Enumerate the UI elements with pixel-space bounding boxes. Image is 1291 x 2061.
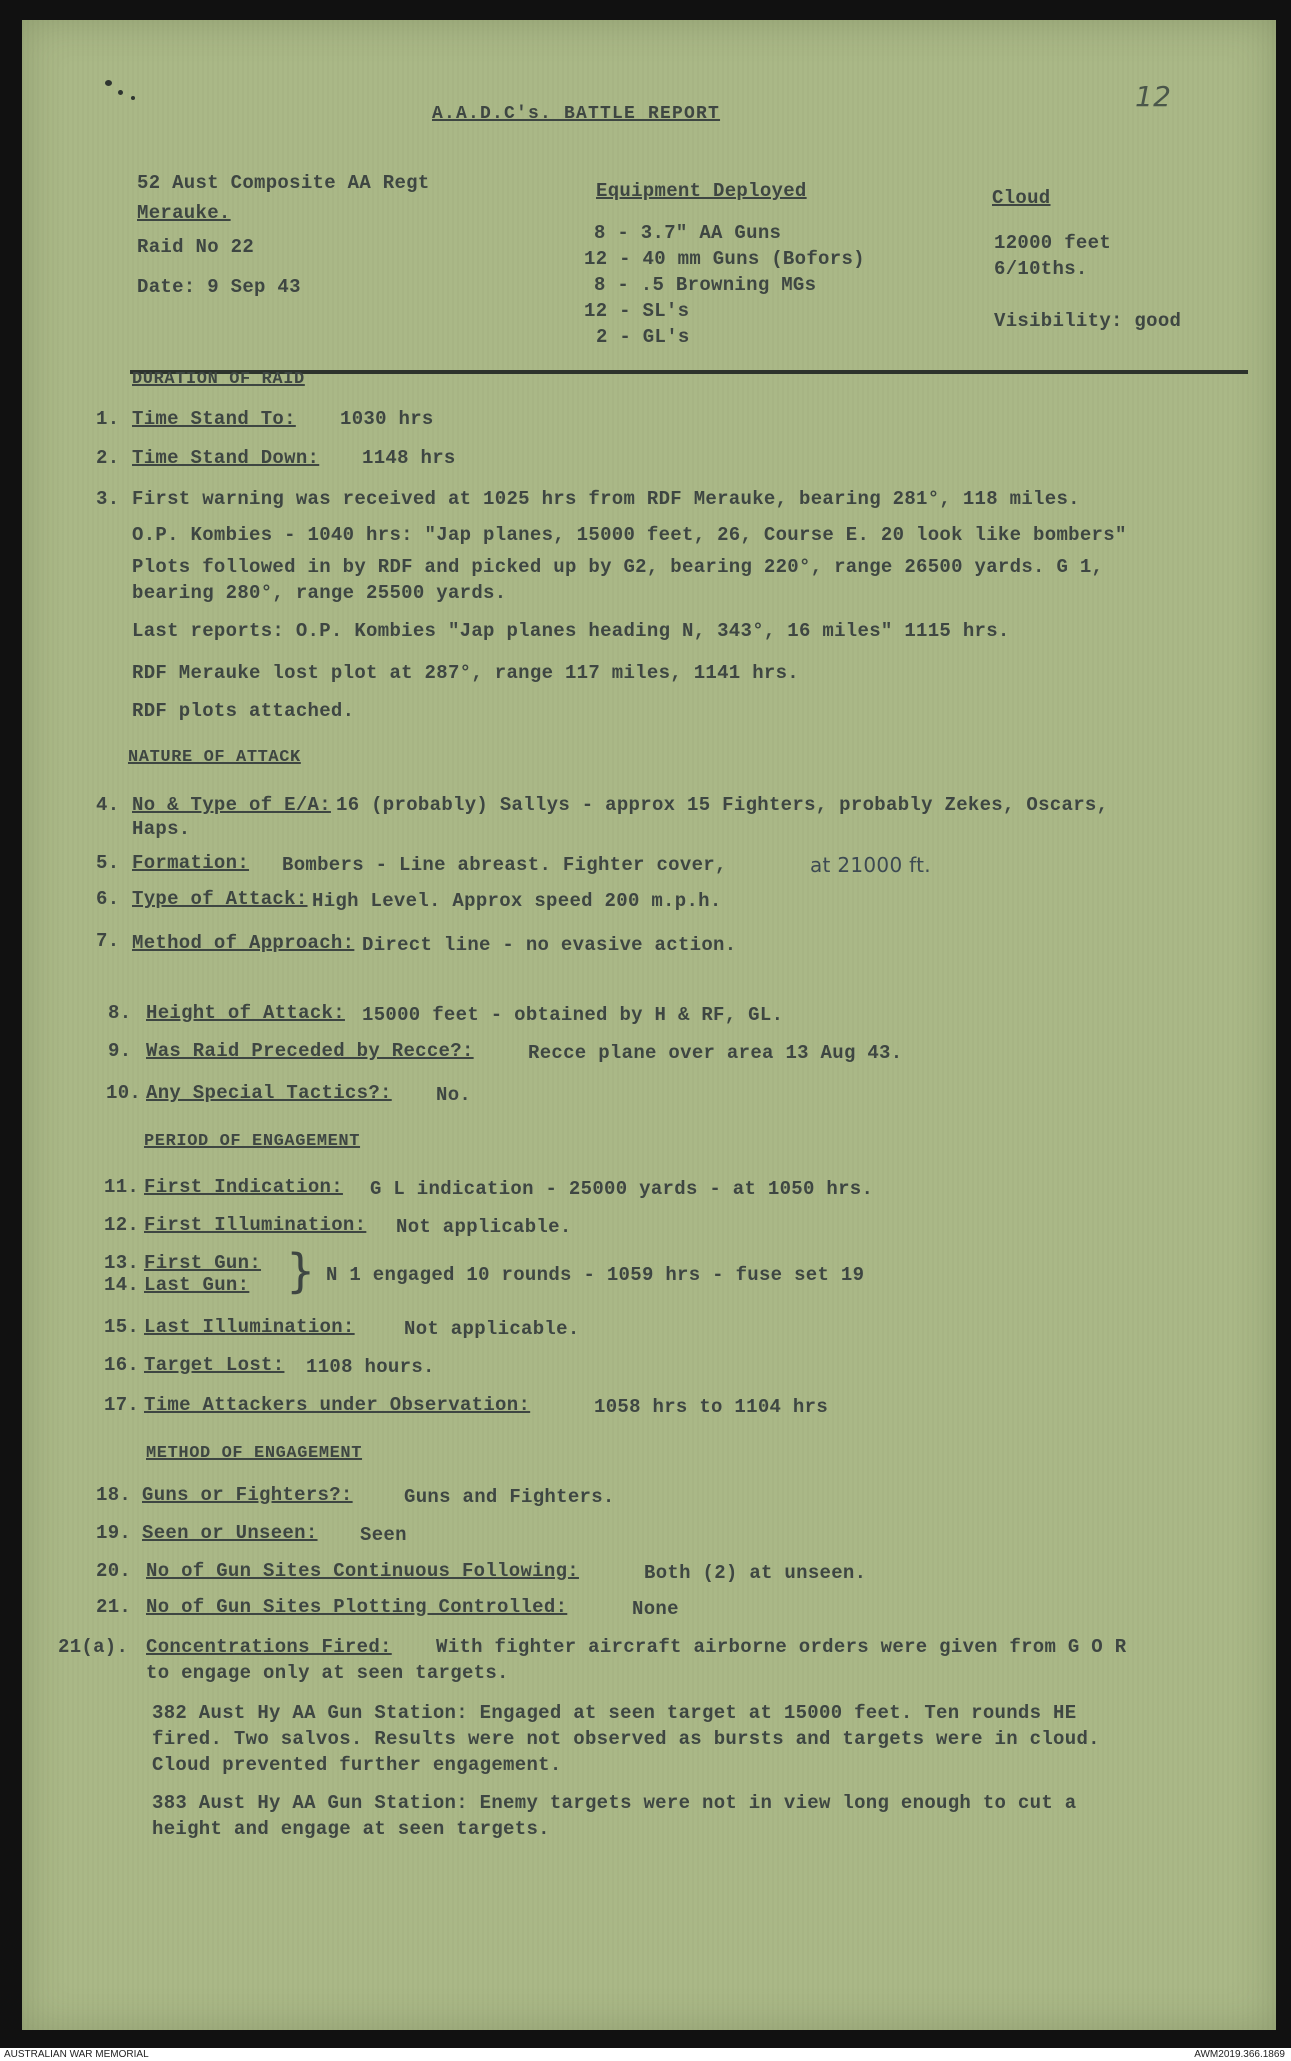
unit-name: 52 Aust Composite AA Regt [137, 172, 430, 194]
item-label: Time Stand To: [132, 408, 296, 430]
archive-footer [0, 2048, 1291, 2061]
section-heading-method: METHOD OF ENGAGEMENT [146, 1444, 363, 1463]
visibility: Visibility: good [994, 310, 1182, 332]
equipment-item: 8 - 3.7" AA Guns [594, 222, 782, 244]
report-title: A.A.D.C's. BATTLE REPORT [432, 104, 721, 124]
item-number: 1. [96, 408, 120, 430]
ink-mark [118, 90, 123, 95]
item-number: 8. [108, 1002, 132, 1024]
item-number: 19. [96, 1522, 132, 1544]
item-value: 1108 hours. [306, 1356, 435, 1378]
item-value: N 1 engaged 10 rounds - 1059 hrs - fuse set 19 [326, 1264, 865, 1286]
station-report-line: 382 Aust Hy AA Gun Station: Engaged at seen target at 15000 feet. Ten rounds HE [152, 1702, 1077, 1724]
handwritten-annotation: at 21000 ft. [810, 853, 931, 877]
item-value: 16 (probably) Sallys - approx 15 Fighters, probably Zekes, Oscars, [336, 794, 1109, 816]
item-label: Any Special Tactics?: [146, 1082, 392, 1104]
ink-mark [105, 80, 112, 86]
item-value: Direct line - no evasive action. [362, 934, 737, 956]
item-label: Guns or Fighters?: [142, 1484, 353, 1506]
item-value: None [632, 1598, 679, 1620]
item-value: No. [436, 1084, 472, 1106]
archive-name: AUSTRALIAN WAR MEMORIAL [4, 2049, 149, 2060]
equipment-item: 2 - GL's [596, 326, 690, 348]
attachment-line: RDF plots attached. [132, 700, 355, 722]
plot-line: Plots followed in by RDF and picked up by G2, bearing 220°, range 26500 yards. G 1, [132, 556, 1104, 578]
ink-mark [131, 96, 135, 100]
item-value: Seen [360, 1524, 407, 1546]
observation-line: O.P. Kombies - 1040 hrs: "Jap planes, 15000 feet, 26, Course E. 20 look like bombers" [132, 524, 1127, 546]
item-value: Not applicable. [404, 1318, 580, 1340]
item-number: 9. [108, 1040, 132, 1062]
item-label: Concentrations Fired: [146, 1636, 392, 1658]
item-value: G L indication - 25000 yards - at 1050 hrs. [370, 1178, 874, 1200]
item-label: First Gun: [144, 1252, 262, 1274]
item-label: First Illumination: [144, 1214, 367, 1236]
item-number: 4. [96, 794, 120, 816]
cloud-line: 6/10ths. [994, 258, 1088, 280]
cloud-line: 12000 feet [994, 232, 1112, 254]
item-number: 21(a). [58, 1636, 129, 1658]
item-label: Formation: [132, 852, 250, 874]
item-value: 1030 hrs [340, 408, 434, 430]
item-label: Type of Attack: [132, 888, 308, 910]
equipment-heading: Equipment Deployed [596, 180, 807, 202]
item-label: Time Stand Down: [132, 447, 320, 469]
item-number: 6. [96, 888, 120, 910]
equipment-item: 12 - 40 mm Guns (Bofors) [584, 248, 865, 270]
item-label: No & Type of E/A: [132, 794, 331, 816]
item-value-continued: to engage only at seen targets. [146, 1662, 509, 1684]
item-value-continued: Haps. [132, 818, 191, 840]
item-value: With fighter aircraft airborne orders were given from G O R [436, 1636, 1127, 1658]
item-label: No of Gun Sites Continuous Following: [146, 1560, 579, 1582]
item-number: 17. [104, 1394, 140, 1416]
raid-date: Date: 9 Sep 43 [137, 276, 301, 298]
item-number: 21. [96, 1596, 132, 1618]
item-label: Seen or Unseen: [142, 1522, 318, 1544]
item-value: 1058 hrs to 1104 hrs [594, 1396, 829, 1418]
station-report-line: Cloud prevented further engagement. [152, 1754, 562, 1776]
brace: } [286, 1244, 316, 1298]
equipment-item: 12 - SL's [584, 300, 690, 322]
folio-number: 12 [1135, 80, 1172, 113]
item-value: Not applicable. [396, 1216, 572, 1238]
plot-line: bearing 280°, range 25500 yards. [132, 582, 507, 604]
item-value: Recce plane over area 13 Aug 43. [528, 1042, 903, 1064]
item-number: 13. [104, 1252, 140, 1274]
location: Merauke. [137, 202, 231, 224]
item-value: 15000 feet - obtained by H & RF, GL. [362, 1004, 784, 1026]
item-value: Both (2) at unseen. [644, 1562, 867, 1584]
station-report-line: fired. Two salvos. Results were not observed as bursts and targets were in cloud. [152, 1728, 1100, 1750]
item-label: Last Illumination: [144, 1316, 355, 1338]
item-label: Time Attackers under Observation: [144, 1394, 531, 1416]
item-label: Height of Attack: [146, 1002, 345, 1024]
equipment-item: 8 - .5 Browning MGs [594, 274, 817, 296]
section-heading-nature: NATURE OF ATTACK [128, 748, 301, 767]
last-report-line: Last reports: O.P. Kombies "Jap planes heading N, 343°, 16 miles" 1115 hrs. [132, 620, 1010, 642]
item-number: 14. [104, 1274, 140, 1296]
item-number: 3. [96, 488, 120, 510]
item-number: 5. [96, 852, 120, 874]
item-value: High Level. Approx speed 200 m.p.h. [312, 890, 722, 912]
item-label: First Indication: [144, 1176, 343, 1198]
item-number: 2. [96, 447, 120, 469]
item-number: 11. [104, 1176, 140, 1198]
cloud-heading: Cloud [992, 187, 1051, 209]
section-heading-period: PERIOD OF ENGAGEMENT [144, 1132, 361, 1151]
item-label: Last Gun: [144, 1274, 250, 1296]
warning-line: First warning was received at 1025 hrs from RDF Merauke, bearing 281°, 118 miles. [132, 488, 1080, 510]
item-value: Guns and Fighters. [404, 1486, 615, 1508]
station-report-line: 383 Aust Hy AA Gun Station: Enemy targets were not in view long enough to cut a [152, 1792, 1077, 1814]
item-value: 1148 hrs [362, 447, 456, 469]
item-number: 18. [96, 1484, 132, 1506]
item-label: Target Lost: [144, 1354, 285, 1376]
item-number: 20. [96, 1560, 132, 1582]
item-label: Method of Approach: [132, 932, 355, 954]
item-number: 15. [104, 1316, 140, 1338]
item-number: 10. [106, 1082, 142, 1104]
item-number: 7. [96, 930, 120, 952]
item-number: 16. [104, 1354, 140, 1376]
section-heading-duration: DURATION OF RAID [132, 370, 305, 389]
raid-number: Raid No 22 [137, 236, 255, 258]
lost-plot-line: RDF Merauke lost plot at 287°, range 117 miles, 1141 hrs. [132, 662, 800, 684]
item-label: No of Gun Sites Plotting Controlled: [146, 1596, 568, 1618]
item-label: Was Raid Preceded by Recce?: [146, 1040, 474, 1062]
station-report-line: height and engage at seen targets. [152, 1818, 550, 1840]
item-value: Bombers - Line abreast. Fighter cover, [282, 854, 727, 876]
accession-number: AWM2019.366.1869 [1194, 2049, 1285, 2060]
item-number: 12. [104, 1214, 140, 1236]
